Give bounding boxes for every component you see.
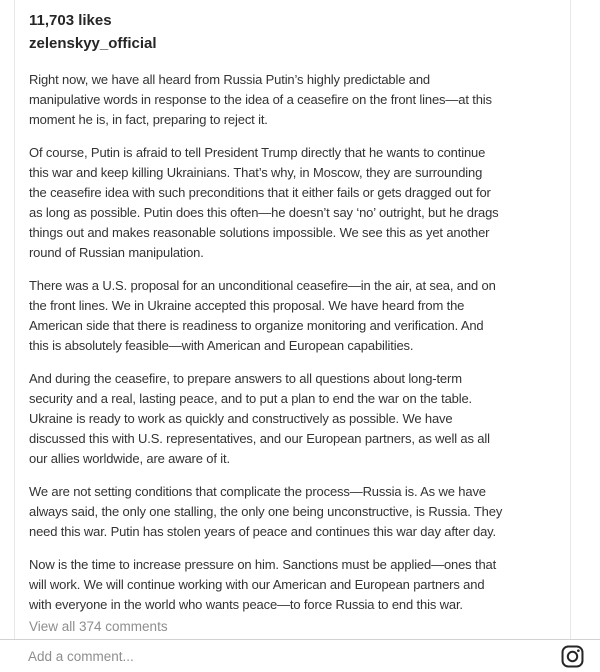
caption-line: Ukraine is ready to work as quickly and constructively as possible. We have: [29, 411, 453, 426]
likes-count[interactable]: 11,703 likes: [29, 12, 112, 29]
caption-line: the ceasefire idea with such preconditions that it either fails or gets dragged out for: [29, 185, 491, 200]
username-link[interactable]: zelenskyy_official: [29, 35, 157, 52]
caption-paragraph: [29, 70, 560, 130]
caption-line: the front lines. We in Ukraine accepted this proposal. We have heard from the: [29, 298, 465, 313]
caption-line: as long as possible. Putin does this often—he doesn’t say ‘no’ outright, but he drags: [29, 205, 499, 220]
caption-line: security and a real, lasting peace, and to put a plan to end the war on the table.: [29, 391, 473, 406]
caption-line: our allies worldwide, are aware of it.: [29, 451, 230, 466]
caption-line: Of course, Putin is afraid to tell President Trump directly that he wants to continue: [29, 145, 486, 160]
caption-line: things out and makes reasonable solutions impossible. We see this as yet another: [29, 225, 490, 240]
caption-line: manipulative words in response to the idea of a ceasefire on the front lines—at this: [29, 92, 492, 107]
caption-paragraph: [29, 276, 560, 356]
caption-line: moment he is, in fact, preparing to reject it.: [29, 112, 268, 127]
post-caption: [29, 70, 560, 615]
caption-paragraph: [29, 143, 560, 263]
view-all-comments-link[interactable]: View all 374 comments: [29, 619, 168, 634]
caption-paragraph: [29, 555, 560, 615]
caption-line: We are not setting conditions that complicate the process—Russia is. As we have: [29, 484, 486, 499]
caption-line: will work. We will continue working with our American and European partners and: [29, 577, 485, 592]
caption-paragraph: [29, 482, 560, 542]
caption-line: with everyone in the world who wants peace—to force Russia to end this war.: [29, 597, 463, 612]
caption-line: round of Russian manipulation.: [29, 245, 204, 260]
instagram-camera-icon[interactable]: [561, 645, 584, 668]
add-comment-bar: [0, 639, 600, 672]
caption-line: Right now, we have all heard from Russia Putin’s highly predictable and: [29, 72, 431, 87]
caption-line: And during the ceasefire, to prepare answers to all questions about long-term: [29, 371, 462, 386]
caption-line: There was a U.S. proposal for an unconditional ceasefire—in the air, at sea, and on: [29, 278, 496, 293]
caption-line: this war and keep killing Ukrainians. That’s why, in Moscow, they are surrounding: [29, 165, 483, 180]
post-card: [14, 0, 571, 639]
caption-line: need this war. Putin has stolen years of peace and continues this war day after day.: [29, 524, 496, 539]
caption-paragraph: [29, 369, 560, 469]
caption-line: American side that there is readiness to organize monitoring and verification. And: [29, 318, 484, 333]
add-comment-input[interactable]: [28, 640, 538, 672]
caption-line: Now is the time to increase pressure on him. Sanctions must be applied—ones that: [29, 557, 497, 572]
caption-line: this is absolutely feasible—with American and European capabilities.: [29, 338, 414, 353]
caption-line: always said, the only one stalling, the only one being unconstructive, is Russia. They: [29, 504, 503, 519]
caption-line: discussed this with U.S. representatives, and our European partners, as well as all: [29, 431, 490, 446]
